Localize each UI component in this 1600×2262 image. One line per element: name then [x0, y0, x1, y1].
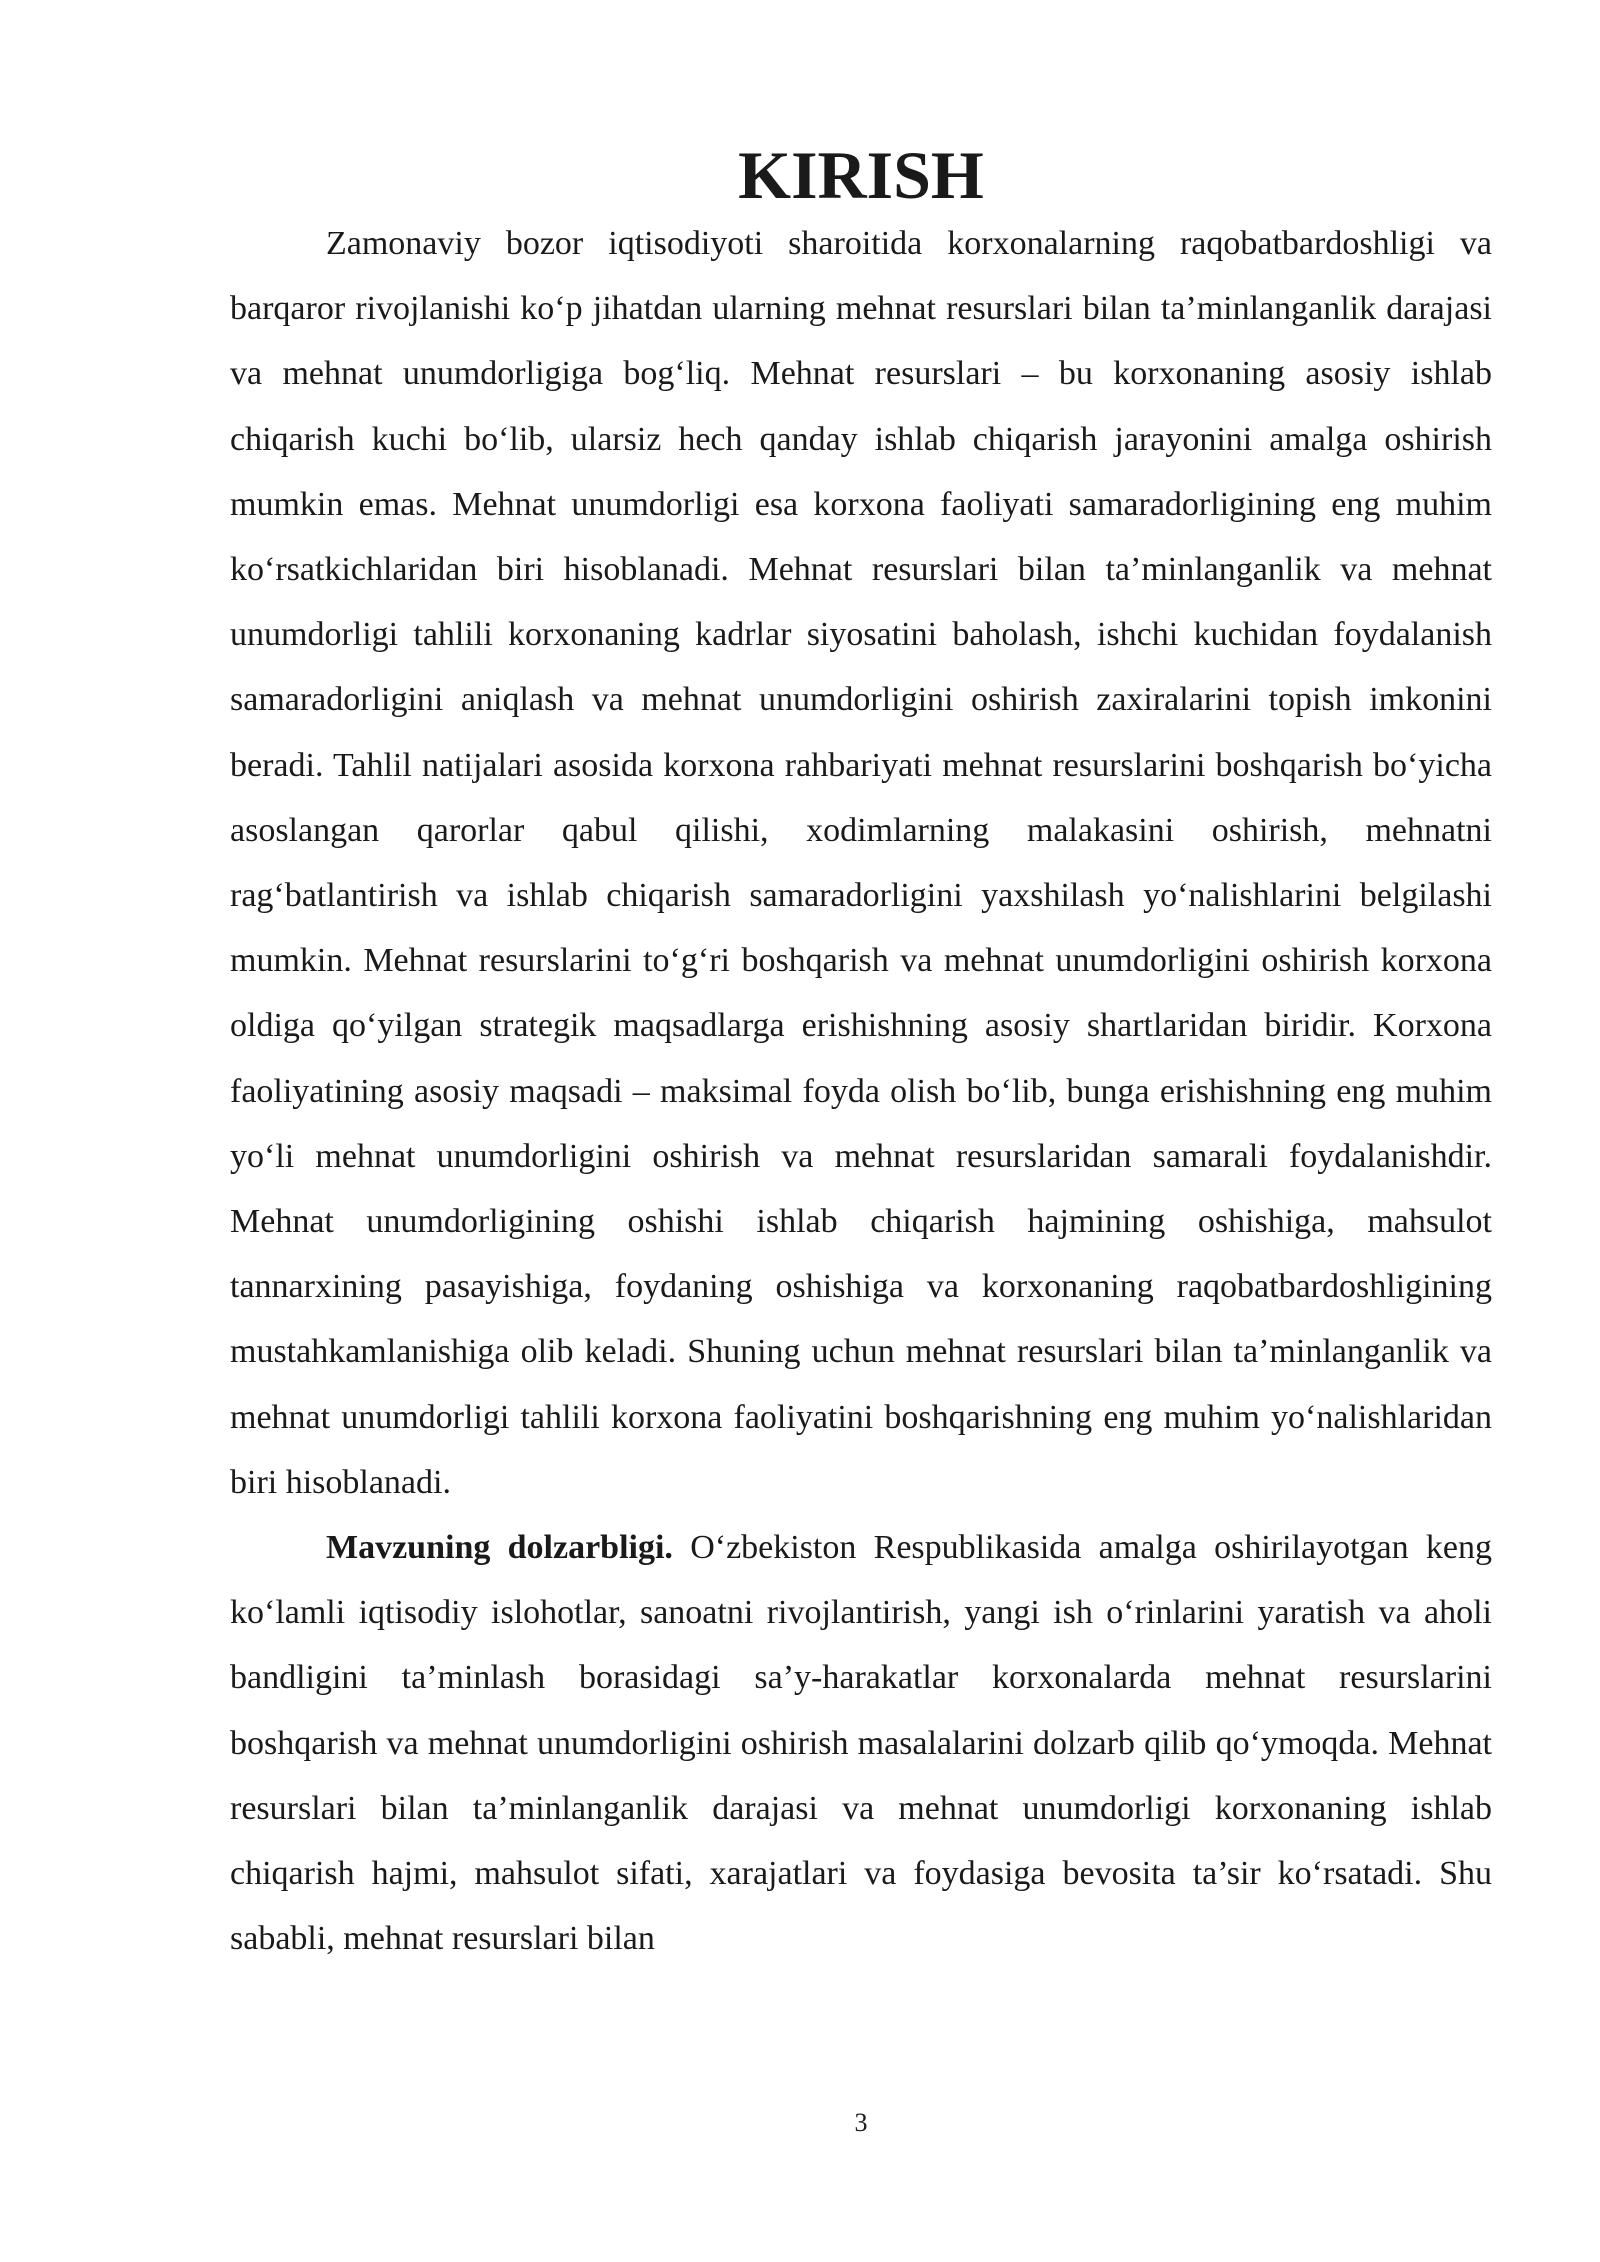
paragraph-text: O‘zbekiston Respublikasida amalga oshirilayotgan keng ko‘lamli iqtisodiy islohotlar, sanoatni rivojlantirish, yangi ish o‘rinlarini yaratish va aholi bandligini ta’minlash borasidagi sa’y-harakatlar korxonalarda mehnat resurslarini boshqarish va mehnat unumdorligini oshirish masalalarini dolzarb qilib qo‘ymoqda. Mehnat resurslari bilan ta’minlanganlik darajasi va mehnat unumdorligi korxonaning ishlab chiqarish hajmi, mahsulot sifati, xarajatlari va foydasiga bevosita ta’sir ko‘rsatadi. Shu sababli, mehnat resurslari bilan	[230, 1529, 1492, 1958]
document-body	[230, 137, 1492, 1971]
introduction-paragraph	[230, 211, 1492, 1515]
paragraph-text: Zamonaviy bozor iqtisodiyoti sharoitida korxonalarning raqobatbardoshligi va barqaror rivojlanishi ko‘p jihatdan ularning mehnat resurslari bilan ta’minlanganlik darajasi va mehnat unumdorligiga bog‘liq. Mehnat resurslari – bu korxonaning asosiy ishlab chiqarish kuchi bo‘lib, ularsiz hech qanday ishlab chiqarish jarayonini amalga oshirish mumkin emas. Mehnat unumdorligi esa korxona faoliyati samaradorligining eng muhim ko‘rsatkichlaridan biri hisoblanadi. Mehnat resurslari bilan ta’minlanganlik va mehnat unumdorligi tahlili korxonaning kadrlar siyosatini baholash, ishchi kuchidan foydalanish samaradorligini aniqlash va mehnat unumdorligini oshirish zaxiralarini topish imkonini beradi. Tahlil natijalari asosida korxona rahbariyati mehnat resurslarini boshqarish bo‘yicha asoslangan qarorlar qabul qilishi, xodimlarning malakasini oshirish, mehnatni rag‘batlantirish va ishlab chiqarish samaradorligini yaxshilash yo‘nalishlarini belgilashi mumkin. Mehnat resurslarini to‘g‘ri boshqarish va mehnat unumdorligini oshirish korxona oldiga qo‘yilgan strategik maqsadlarga erishishning asosiy shartlaridan biridir. Korxona faoliyatining asosiy maqsadi – maksimal foyda olish bo‘lib, bunga erishishning eng muhim yo‘li mehnat unumdorligini oshirish va mehnat resurslaridan samarali foydalanishdir. Mehnat unumdorligining oshishi ishlab chiqarish hajmining oshishiga, mahsulot tannarxining pasayishiga, foydaning oshishiga va korxonaning raqobatbardoshligining mustahkamlanishiga olib keladi. Shuning uchun mehnat resurslari bilan ta’minlanganlik va mehnat unumdorligi tahlili korxona faoliyatini boshqarishning eng muhim yo‘nalishlaridan biri hisoblanadi.	[230, 225, 1492, 1501]
relevance-paragraph	[230, 1515, 1492, 1971]
paragraph-lead-heading: Mavzuning dolzarbligi.	[326, 1529, 673, 1567]
section-title: KIRISH	[738, 137, 984, 213]
page-number: 3	[854, 2108, 868, 2137]
